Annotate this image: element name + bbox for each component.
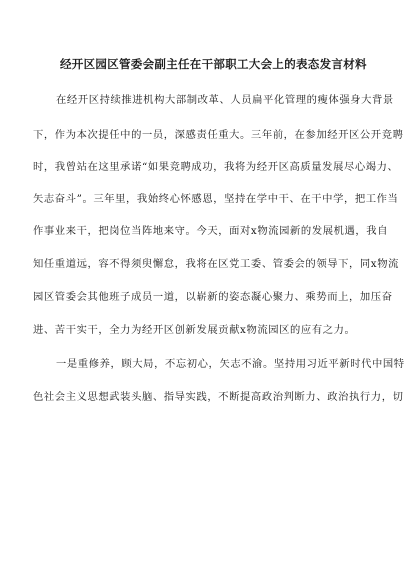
paragraph-line-7: 园区管委会其他班子成员一道，以崭新的姿态凝心聚力、乘势而上，加压奋 — [33, 291, 393, 303]
paragraph-line-9: 一是重修养，顾大局，不忘初心，矢志不渝。坚持用习近平新时代中国特 — [56, 358, 405, 370]
paragraph-line-3: 时，我曾站在这里承诺“如果竞聘成功，我将为经开区高质量发展尽心竭力、 — [33, 161, 399, 173]
paragraph-line-8: 进、苦干实干，全力为经开区创新发展贡献x物流园区的应有之力。 — [33, 324, 356, 336]
paragraph-line-10: 色社会主义思想武装头脑、指导实践，不断提高政治判断力、政治执行力，切 — [33, 391, 404, 403]
paragraph-line-6: 知任重道远，容不得须臾懈怠，我将在区党工委、管委会的领导下，同x物流 — [33, 258, 400, 270]
paragraph-line-5: 作事业来干，把岗位当阵地来守。今天，面对x物流园新的发展机遇，我自 — [33, 225, 389, 237]
document-title: 经开区园区管委会副主任在干部职工大会上的表态发言材料 — [60, 57, 367, 71]
paragraph-line-4: 矢志奋斗”。三年里，我始终心怀感恩，坚持在学中干、在干中学，把工作当 — [33, 193, 399, 205]
paragraph-line-2: 下，作为本次提任中的一员，深感责任重大。三年前，在参加经开区公开竞聘 — [33, 129, 404, 141]
paragraph-line-1: 在经开区持续推进机构大部制改革、人员扁平化管理的瘦体强身大背景 — [56, 94, 394, 106]
